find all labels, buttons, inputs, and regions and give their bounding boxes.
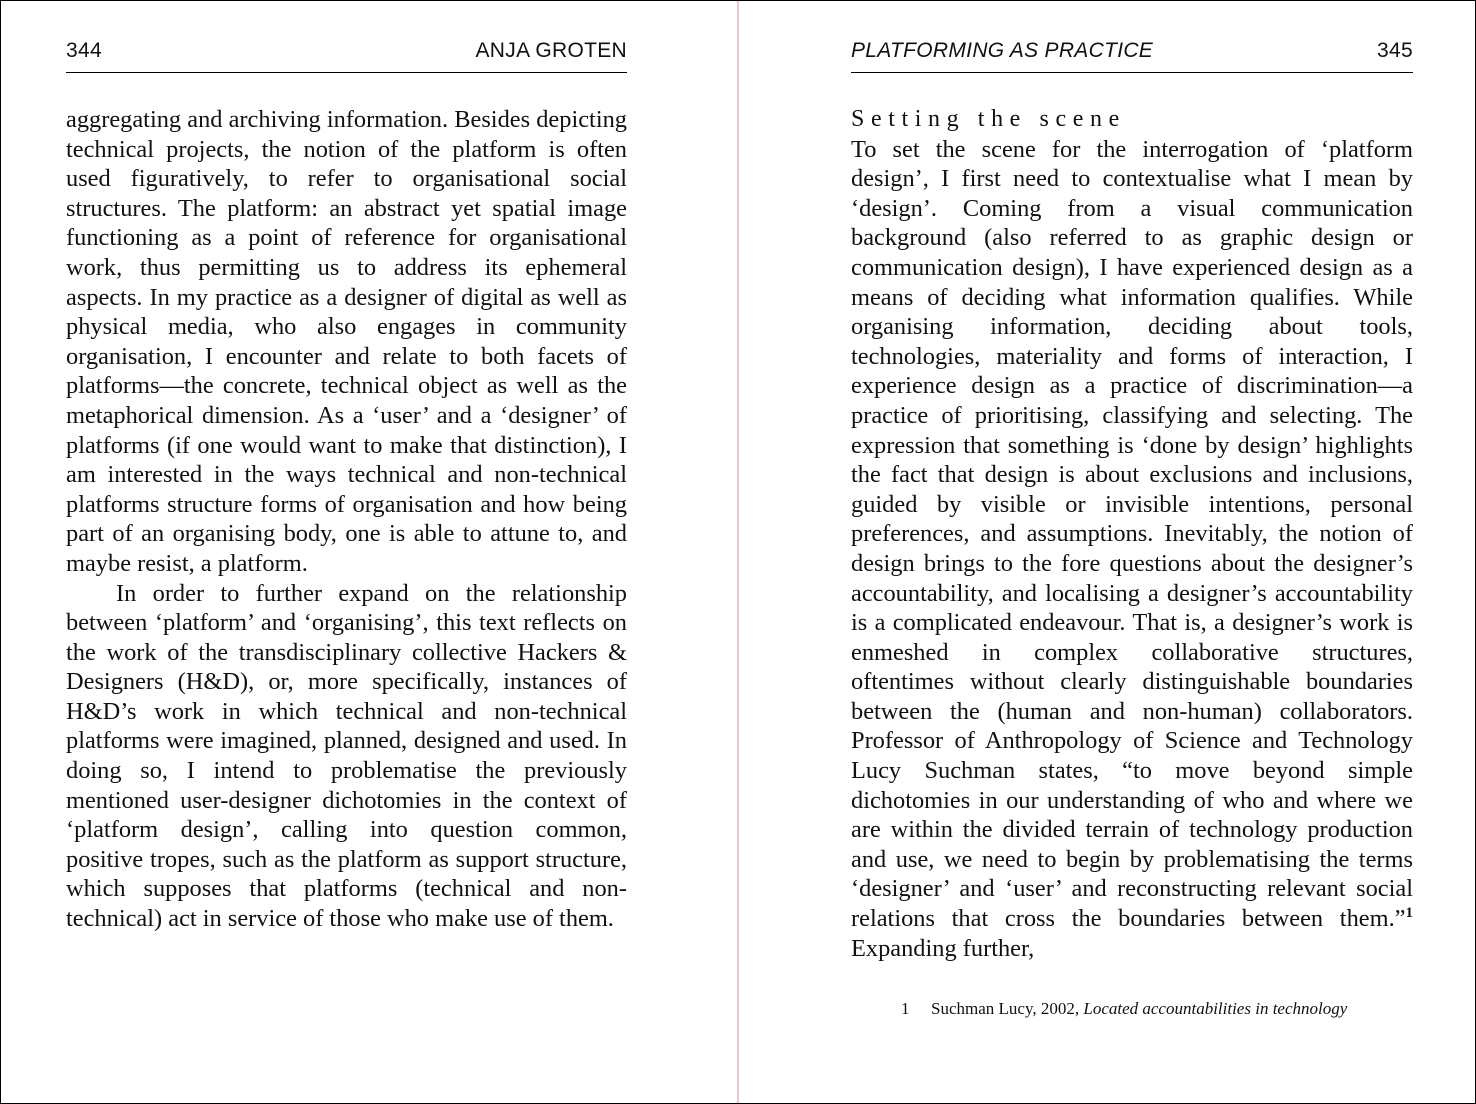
footnote-title: Located accountabilities in technology xyxy=(1083,999,1348,1018)
paragraph-text: To set the scene for the interrogation of ‘platform design’, I first need to contextualise what I mean by ‘design’. Coming from a visual communication background (also referred to as graphic design or communication design), I have experienced design as a means of deciding what information qualifies. While organising information, deciding about tools, technologies, materiality and forms of interaction, I experience design as a practice of discrimination—a practice of prioritising, classifying and selecting. The expression that something is ‘done by design’ highlights the fact that design is about exclusions and inclusions, guided by visible or invisible intentions, personal preferences, and assumptions. Inevitably, the notion of design brings to the fore questions about the designer’s accountability, and localising a designer’s accountability is a complicated endeavour. That is, a designer’s work is enmeshed in complex collaborative structures, oftentimes without clearly distinguishable boundaries between the (human and non-human) collaborators. Professor of Anthropology of Science and Technology Lucy Suchman states, “to move beyond simple dichotomies in our understanding of who and where we are within the divided terrain of technology production and use, we need to begin by problematising the terms ‘designer’ and ‘user’ and reconstructing relevant social relations that cross the boundaries between them.” xyxy=(851,135,1413,933)
body-paragraph: aggregating and archiving information. Besides depicting technical projects, the notion of the platform is often used figuratively, to refer to organisational social structures. The platform: an abstract yet spatial image functioning as a point of reference for organisational work, thus permitting us to address its ephemeral aspects. In my practice as a designer of digital as well as physical media, who also engages in community organisation, I encounter and relate to both facets of platforms—the concrete, technical object as well as the metaphorical dimension. As a ‘user’ and a ‘designer’ of platforms (if one would want to make that distinction), I am interested in the ways technical and non-technical platforms structure forms of organisation and how being part of an organising body, one is able to attune to, and maybe resist, a platform. xyxy=(66,106,627,577)
paragraph-tail: Expanding further, xyxy=(851,934,1035,962)
page-number: 345 xyxy=(1377,39,1413,62)
footnote-content xyxy=(931,999,1347,1019)
page-number: 344 xyxy=(66,39,102,62)
right-page xyxy=(741,1,1475,1103)
footnote xyxy=(901,999,1421,1019)
left-page-body xyxy=(66,105,627,934)
section-heading: Setting the scene xyxy=(851,106,1126,132)
footnote-text: Suchman Lucy, 2002, xyxy=(931,999,1084,1018)
footnote-reference: 1 xyxy=(1405,904,1413,921)
left-page-header xyxy=(66,39,627,73)
right-page-header xyxy=(851,39,1413,73)
running-head-author: ANJA GROTEN xyxy=(475,39,627,62)
running-head-title: PLATFORMING AS PRACTICE xyxy=(851,39,1154,62)
body-paragraph xyxy=(851,135,1413,964)
gutter xyxy=(737,1,739,1103)
right-page-body xyxy=(851,105,1413,963)
footnote-number: 1 xyxy=(901,999,910,1018)
body-paragraph: In order to further expand on the relationship between ‘platform’ and ‘organising’, this text reflects on the work of the transdisciplinary collective Hackers & Designers (H&D), or, more specifically, instances of H&D’s work in which technical and non-technical platforms were imagined, planned, designed and used. In doing so, I intend to problematise the previously mentioned user-designer dichotomies in the context of ‘platform design’, calling into question common, positive tropes, such as the platform as support structure, which supposes that platforms (technical and non-technical) act in service of those who make use of them. xyxy=(66,579,627,933)
left-page xyxy=(1,1,737,1103)
